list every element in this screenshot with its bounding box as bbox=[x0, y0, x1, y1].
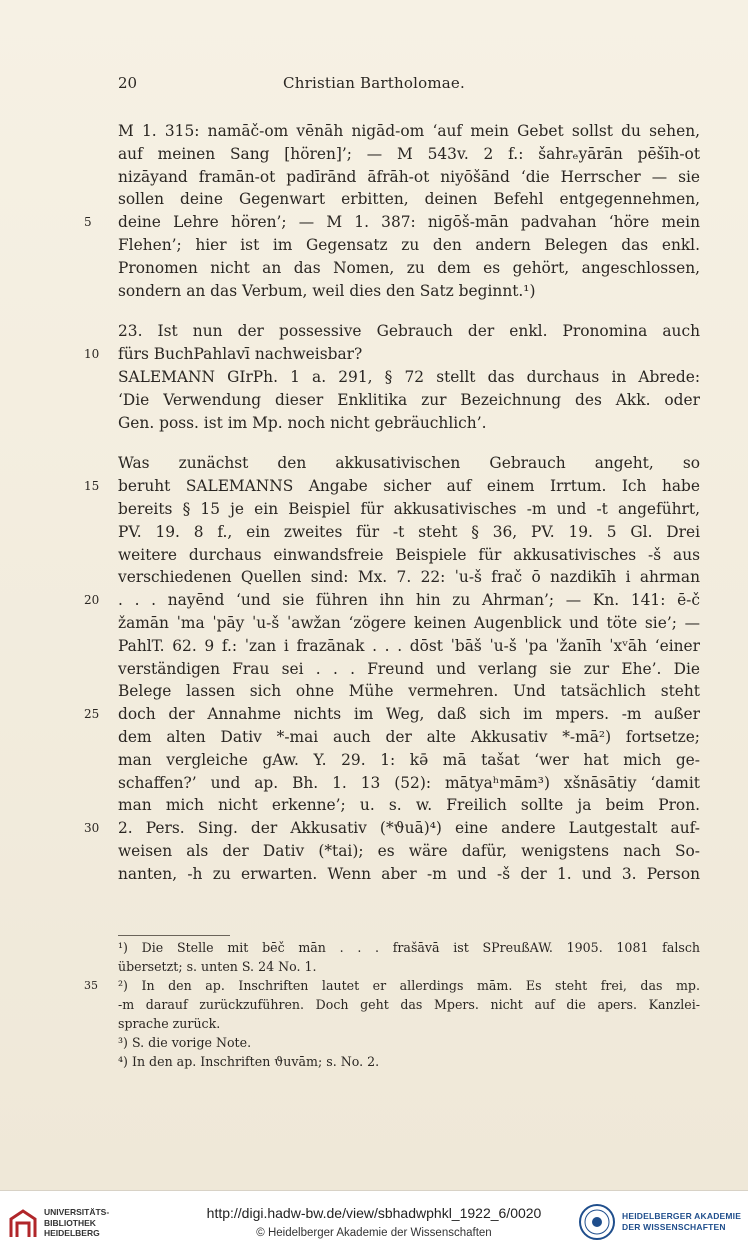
text-line-text: man mich nicht erkenne’; u. s. w. Freilich sollte ja beim Pron. bbox=[118, 796, 700, 815]
text-line bbox=[118, 521, 700, 544]
text-line-text: SALEMANN GIrPh. 1 a. 291, § 72 stellt das durchaus in Abrede: bbox=[118, 367, 700, 386]
text-line bbox=[118, 143, 700, 166]
text-line-text: 2. Pers. Sing. der Akkusativ (*ϑuā)⁴) eine andere Lautgestalt auf- bbox=[118, 819, 700, 838]
text-line-text: Gen. poss. ist im Mp. noch nicht gebräuchlich’. bbox=[118, 413, 487, 432]
text-line bbox=[118, 188, 700, 211]
footnote-line bbox=[118, 1014, 700, 1033]
page-number: 20 bbox=[118, 74, 138, 92]
text-line-text: Belege lassen sich ohne Mühe vermehren. Und tatsächlich steht bbox=[118, 682, 700, 701]
text-line-text: verständigen Frau sei . . . Freund und verlang sie zur Ehe’. Die bbox=[118, 659, 700, 678]
text-line bbox=[118, 658, 700, 681]
text-line bbox=[118, 166, 700, 189]
text-line-text: doch der Annahme nichts im Weg, daß sich im mpers. -m außer bbox=[118, 705, 700, 724]
text-line-text: PV. 19. 8 f., ein zweites für -t steht § 36, PV. 19. 5 Gl. Drei bbox=[118, 522, 700, 541]
text-line bbox=[118, 544, 700, 567]
text-line bbox=[118, 749, 700, 772]
text-line-text: žamān ˈma ˈpāy ˈu-š ˈawžan ‘zögere keinen Augenblick und töte sie’; — bbox=[118, 613, 700, 632]
footnote-line-text: ¹) Die Stelle mit bēč mān . . . frašāvā ist SPreußAW. 1905. 1081 falsch bbox=[118, 940, 700, 955]
line-number: 5 bbox=[84, 215, 92, 230]
text-line-text: M 1. 315: namāč-om vēnāh nigād-om ‘auf mein Gebet sollst du sehen, bbox=[118, 122, 700, 140]
text-line bbox=[84, 817, 700, 840]
text-line-text: nizāyand framān-ot padīrānd āfrāh-ot niyōšānd ‘die Herrscher — sie bbox=[118, 167, 700, 186]
text-line bbox=[84, 475, 700, 498]
text-line-text: deine Lehre hören’; — M 1. 387: nigōš-mān padvahan ‘höre mein bbox=[118, 213, 700, 232]
text-line-text: sondern an das Verbum, weil dies den Satz beginnt.¹) bbox=[118, 281, 536, 300]
paragraph-gap bbox=[118, 302, 700, 320]
footer-bar bbox=[0, 1190, 748, 1255]
text-line-text: bereits § 15 je ein Beispiel für akkusativisches -m und -t angeführt, bbox=[118, 499, 700, 518]
text-line bbox=[118, 366, 700, 389]
text-line bbox=[118, 234, 700, 257]
text-line-text: man vergleiche gAw. Y. 29. 1: kə̄ mā tašat ‘wer hat mich ge- bbox=[118, 750, 700, 769]
line-number: 25 bbox=[84, 707, 100, 722]
text-line bbox=[118, 612, 700, 635]
text-line-text: Flehen’; hier ist im Gegensatz zu den andern Belegen das enkl. bbox=[118, 235, 700, 254]
footnote-line bbox=[84, 976, 700, 995]
library-label-line: HEIDELBERG bbox=[44, 1228, 100, 1238]
text-line bbox=[84, 211, 700, 234]
text-line bbox=[118, 772, 700, 795]
paragraph-gap bbox=[118, 434, 700, 452]
academy-label-line: HEIDELBERGER AKADEMIE bbox=[622, 1211, 742, 1221]
running-title: Christian Bartholomae. bbox=[283, 74, 465, 92]
text-line bbox=[118, 566, 700, 589]
footnote-line-text: ³) S. die vorige Note. bbox=[118, 1035, 252, 1050]
text-line-text: fürs BuchPahlavī nachweisbar? bbox=[118, 345, 363, 364]
footnote-line-text: ⁴) In den ap. Inschriften ϑuvām; s. No. 2. bbox=[118, 1054, 380, 1069]
footnote-line-text: übersetzt; s. unten S. 24 No. 1. bbox=[118, 959, 317, 974]
text-line-text: beruht SALEMANNS Angabe sicher auf einem Irrtum. Ich habe bbox=[118, 477, 700, 496]
running-header bbox=[0, 74, 748, 96]
text-line-text: PahlT. 62. 9 f.: ˈzan i frazānak . . . dōst ˈbāš ˈu-š ˈpa ˈžanīh ˈxᵛāh ‘einer bbox=[118, 636, 700, 655]
line-number: 15 bbox=[84, 479, 100, 494]
line-number: 20 bbox=[84, 593, 100, 608]
text-line-text: dem alten Dativ *-mai auch der alte Akkusativ *-mā²) fortsetze; bbox=[118, 727, 700, 746]
footnote-line bbox=[118, 938, 700, 957]
text-line bbox=[118, 320, 700, 343]
footnotes bbox=[84, 938, 700, 1071]
text-line-text: Was zunächst den akkusativischen Gebrauch angeht, so bbox=[118, 454, 700, 473]
text-line-text: . . . nayēnd ‘und sie führen ihn hin zu Ahrman’; — Kn. 141: ē-č bbox=[118, 591, 700, 610]
text-line-text: schaffen?’ und ap. Bh. 1. 13 (52): mātyaʰmām³) xšnāsātiy ‘damit bbox=[118, 773, 700, 792]
text-line bbox=[118, 863, 700, 886]
text-line-text: 23. Ist nun der possessive Gebrauch der enkl. Pronomina auch bbox=[118, 322, 700, 341]
body-text bbox=[84, 120, 700, 886]
text-line-text: nanten, -h zu erwarten. Wenn aber -m und -š der 1. und 3. Person bbox=[118, 864, 700, 883]
permalink-url[interactable]: http://digi.hadw-bw.de/view/sbhadwphkl_1922_6/0020 bbox=[206, 1205, 542, 1221]
footnote-rule bbox=[118, 935, 230, 936]
text-line bbox=[118, 452, 700, 475]
footnote-line bbox=[118, 995, 700, 1014]
library-label-line: UNIVERSITÄTS- bbox=[44, 1207, 110, 1217]
text-line bbox=[118, 635, 700, 658]
library-label-line: BIBLIOTHEK bbox=[44, 1217, 96, 1228]
line-number: 30 bbox=[84, 821, 100, 836]
text-line bbox=[118, 389, 700, 412]
text-line-text: sollen deine Gegenwart erbitten, deinen Befehl entgegennehmen, bbox=[118, 190, 700, 209]
text-line bbox=[118, 498, 700, 521]
text-line-text: verschiedenen Quellen sind: Mx. 7. 22: ˈu-š frač ō nazdikīh i ahrman bbox=[118, 568, 700, 587]
copyright-notice: © Heidelberger Akademie der Wissenschaften bbox=[256, 1227, 492, 1239]
text-line bbox=[118, 280, 700, 303]
footnote-line bbox=[118, 957, 700, 976]
academy-seal-icon bbox=[578, 1203, 616, 1241]
text-line bbox=[118, 840, 700, 863]
footnote-line-text: sprache zurück. bbox=[118, 1016, 221, 1031]
text-line-text: Pronomen nicht an das Nomen, zu dem es gehört, angeschlossen, bbox=[118, 258, 700, 277]
academy-label bbox=[622, 1211, 741, 1232]
text-line bbox=[118, 794, 700, 817]
text-line bbox=[84, 343, 700, 366]
text-line-text: ‘Die Verwendung dieser Enklitika zur Bezeichnung des Akk. oder bbox=[118, 390, 700, 409]
text-line-text: weisen als der Dativ (*tai); es wäre dafür, wenigstens nach So- bbox=[118, 841, 700, 860]
text-line bbox=[118, 726, 700, 749]
text-line bbox=[118, 412, 700, 435]
line-number: 35 bbox=[84, 979, 98, 992]
line-number: 10 bbox=[84, 347, 100, 362]
text-line-text: weitere durchaus einwandsfreie Beispiele für akkusativisches -š aus bbox=[118, 545, 700, 564]
text-line bbox=[118, 257, 700, 280]
footnote-line bbox=[118, 1052, 700, 1071]
footnote-line-text: ²) In den ap. Inschriften lautet er allerdings mām. Es steht frei, das mp. bbox=[118, 978, 700, 993]
text-line bbox=[118, 120, 700, 143]
text-line-text: auf meinen Sang [hören]’; — M 543v. 2 f.: šahrₑyārān pēšīh-ot bbox=[118, 144, 700, 163]
academy-label-line: DER WISSENSCHAFTEN bbox=[622, 1221, 726, 1232]
footnote-line bbox=[118, 1033, 700, 1052]
text-line bbox=[118, 680, 700, 703]
footnote-line-text: -m darauf zurückzuführen. Doch geht das Mpers. nicht auf die apers. Kanzlei- bbox=[118, 997, 700, 1012]
text-line bbox=[84, 703, 700, 726]
text-line bbox=[84, 589, 700, 612]
